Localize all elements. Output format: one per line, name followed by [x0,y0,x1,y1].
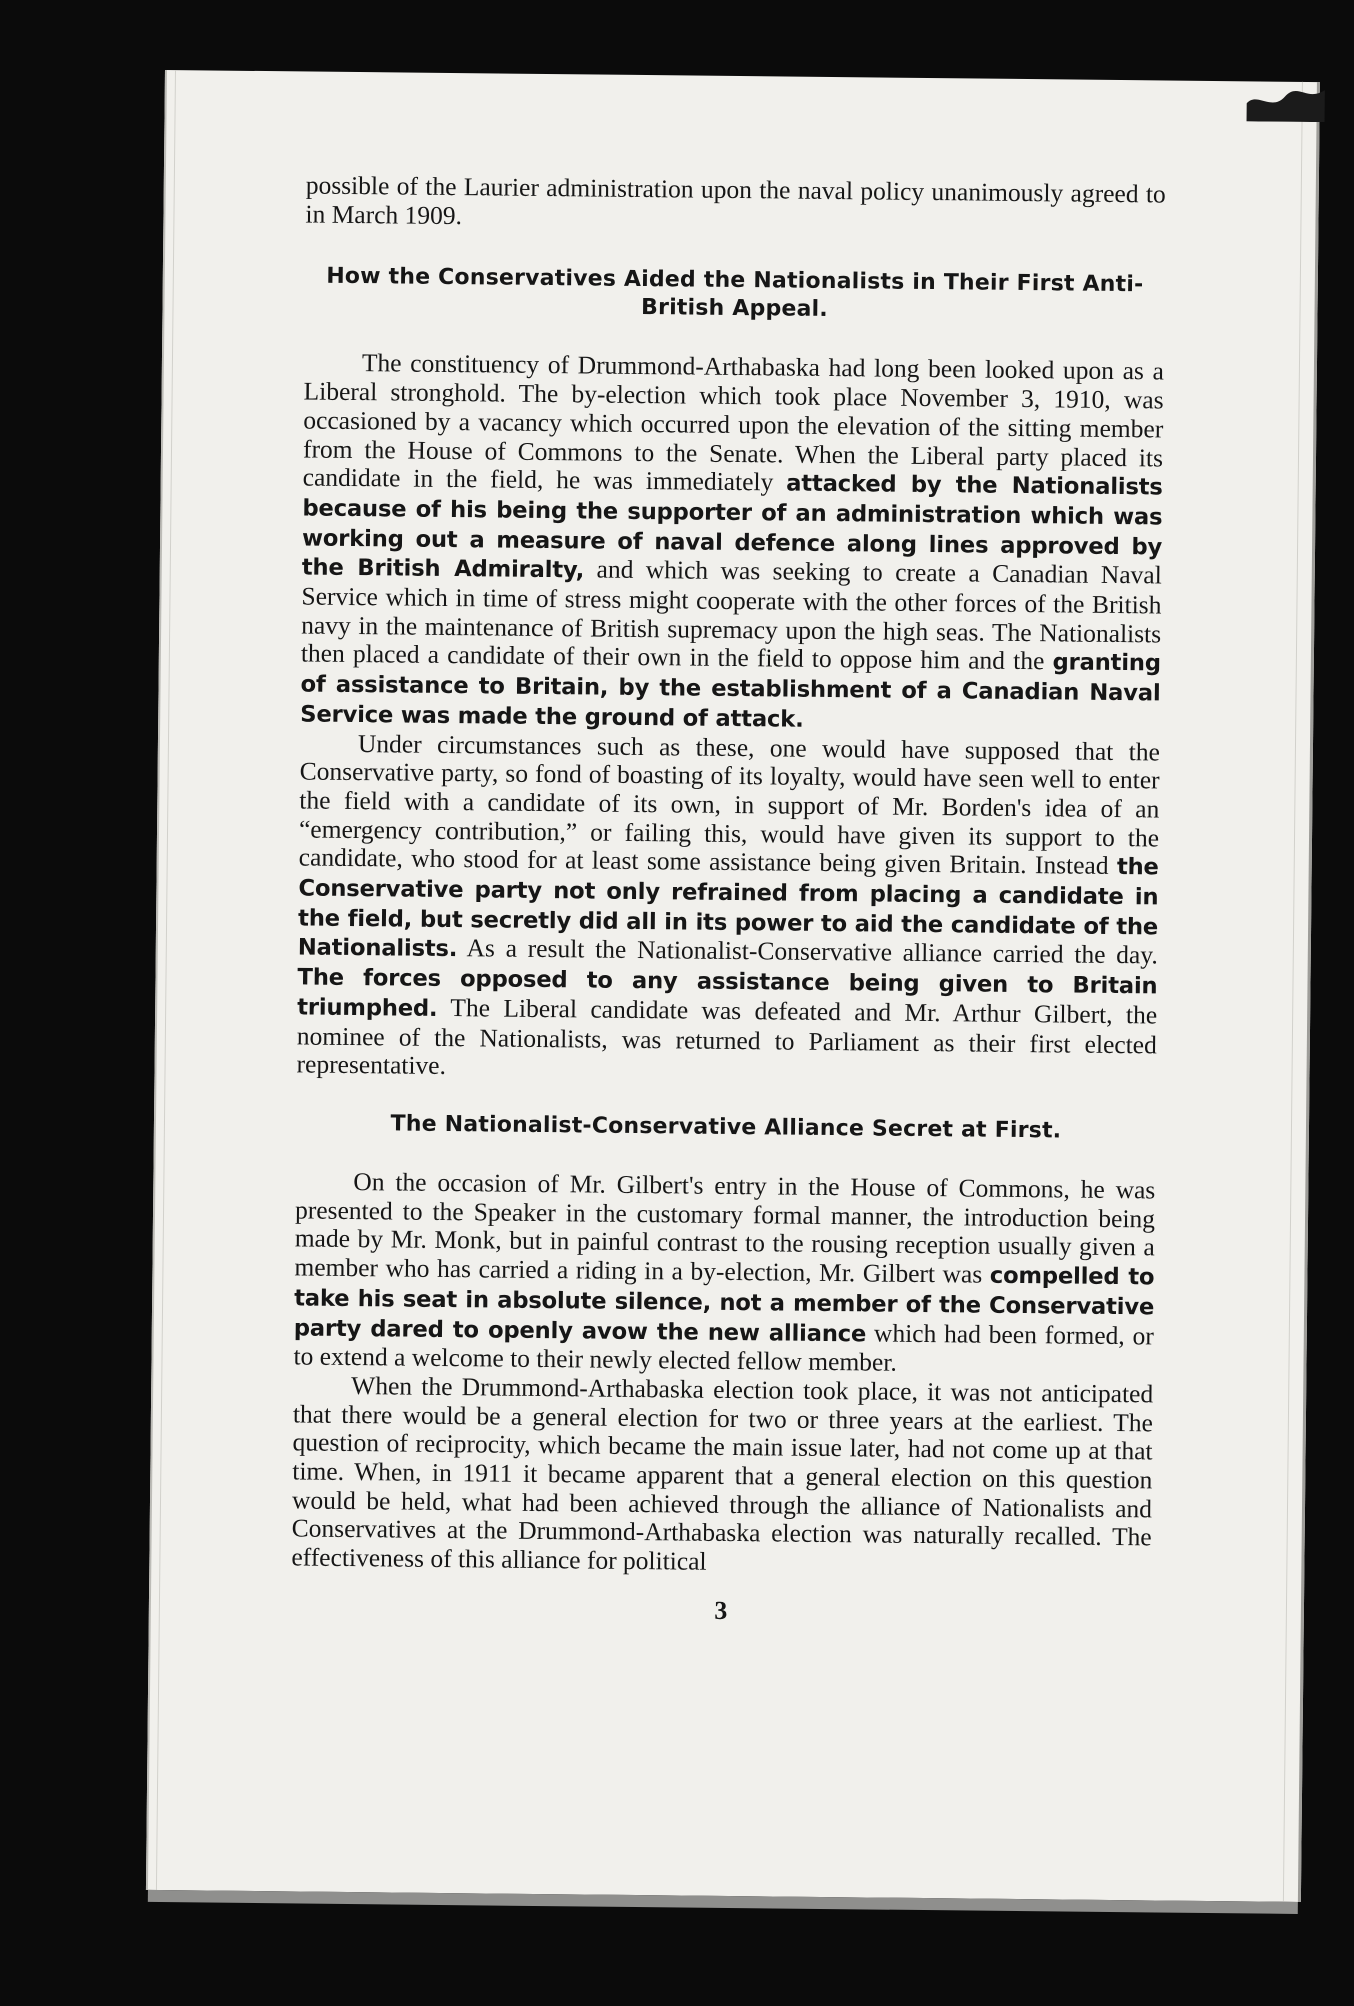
emphasis-text: compelled to take his seat in absolute silence, not a member of the Conservative party dared to openly avow the new alliance [293,1262,1155,1347]
page-bottom-edge [148,1890,1298,1914]
paragraph-text: The constituency of Drummond-Arthabaska had long been looked upon as a Liberal stronghold. The by-election which took place November 3, 1910, was occasioned by a vacancy which occurred upon the elevation of the sitting member from the House of Commons to the Senate. When the Liberal party placed its candidate in the field, he was immediately [302,348,1165,497]
section-heading: How the Conservatives Aided the Nationalists in Their First Anti-British Appeal. [326,264,1144,323]
paragraph-text: On the occasion of Mr. Gilbert's entry in the House of Commons, he was presented to the Speaker in the customary formal manner, the introduction being made by Mr. Monk, but in painful contrast to the rousing reception usually given a member who has carried a riding in a by-election, Mr. Gilbert was [294,1167,1156,1289]
page-margin-line [156,70,176,1890]
page-margin-line [1283,82,1303,1902]
paragraph-text: As a result the Nationalist-Conservative alliance carried the day. [457,933,1158,970]
paragraph [293,1167,1155,1380]
emphasis-text: The forces opposed to any assistance being given to Britain triumphed. [297,964,1158,1022]
page-text [291,171,1166,1629]
section-heading: The Nationalist-Conservative Alliance Secret at First. [390,1111,1062,1144]
page-number: 3 [714,1595,728,1625]
paragraph-text: which had been formed, or to extend a welcome to their newly elected fellow member. [293,1317,1154,1377]
scanned-page [146,70,1320,1902]
emphasis-text: granting of assistance to Britain, by the establishment of a Canadian Naval Service was made the ground of attack. [300,649,1161,733]
paragraph-text: and which was seeking to create a Canadian Naval Service which in time of stress might cooperate with the other forces of the British navy in the maintenance of British supremacy upon the high seas. The Nationalists then placed a candidate of their own in the field to oppose him and the [300,554,1162,676]
paragraph [300,349,1164,738]
paragraph [296,729,1160,1088]
paragraph-text: The Liberal candidate was defeated and Mr. Arthur Gilbert, the nominee of the Nationalists, was returned to Parliament as their first elected representative. [296,992,1158,1081]
emphasis-text: attacked by the Nationalists because of his being the supporter of an administration which was working out a measure of naval defence along lines approved by the British Admiralty, [301,470,1163,584]
emphasis-text: the Conservative party not only refrained from placing a candidate in the field, but secretly did all in its power to aid the candidate of the Nationalists. [297,854,1159,963]
paragraph: When the Drummond-Arthabaska election took place, it was not anticipated that there would be a general election for two or three years at the earliest. The question of reciprocity, which became the main issue later, had not come up at that time. When, in 1911 it became apparent that a general election on this question would be held, what had been achieved through the alliance of Nationalists and Conservatives at the Drummond-Arthabaska election was naturally recalled. The effectiveness of this alliance for political [291,1370,1154,1576]
corner-smudge [1237,81,1327,122]
paragraph-text: Under circumstances such as these, one would have supposed that the Conservative party, so fond of boasting of its loyalty, would have seen well to enter the field with a candidate of its own, in support of Mr. Borden's idea of an “emergency contribution,” or failing this, would have given its support to the candidate, who stood for at least some assistance being given Britain. Instead [298,728,1161,881]
opening-paragraph: possible of the Laurier administration upon the naval policy unanimously agreed to in March 1909. [305,170,1166,230]
